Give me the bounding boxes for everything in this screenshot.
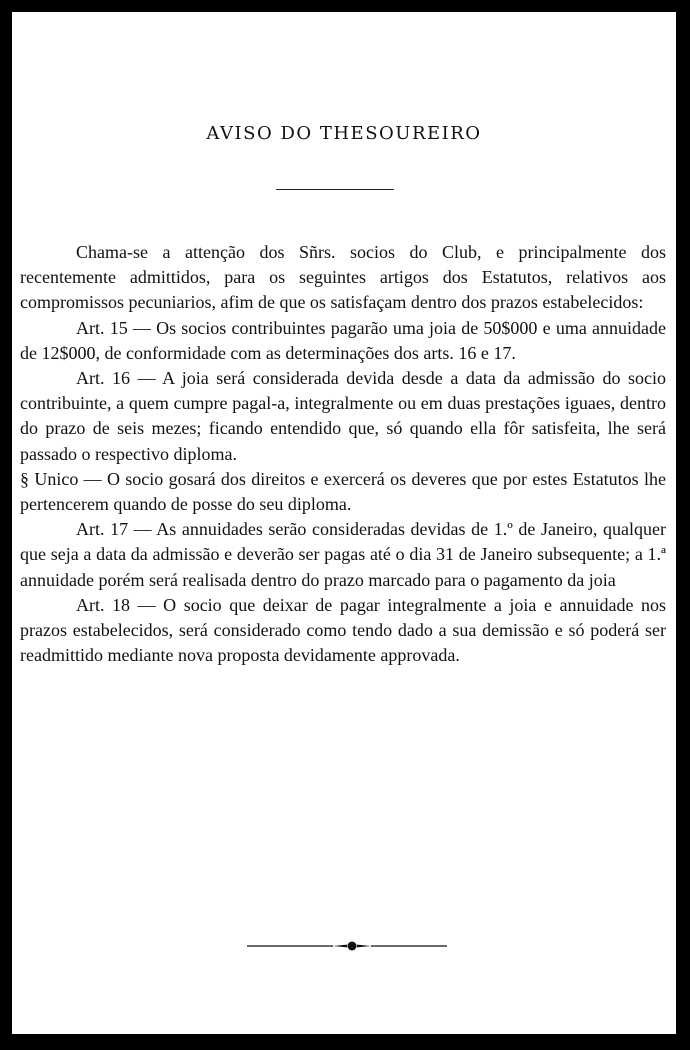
page-title: AVISO DO THESOUREIRO xyxy=(206,123,482,144)
document-body xyxy=(20,240,666,668)
paragrafo-unico: § Unico — O socio gosará dos direitos e exercerá os deveres que por estes Estatutos lhe pertencerem quando de posse do seu diploma. xyxy=(20,468,666,515)
article-17-paragraph: Art. 17 — As annuidades serão consideradas devidas de 1.º de Janeiro, qualquer que seja a data da admissão e deverão ser pagas até o dia 31 de Janeiro subsequente; a 1.ª annuidade porém será realisada dentro do prazo marcado para o pagamento da joia xyxy=(20,519,666,590)
intro-paragraph: Chama-se a attenção dos Sñrs. socios do Club, e principalmente dos recentemente admittidos, para os seguintes artigos dos Estatutos, relativos aos compromissos pecuniarios, afim de que os satisfaçam dentro dos prazos estabelecidos: xyxy=(20,242,666,313)
closing-ornament xyxy=(247,939,447,953)
title-divider xyxy=(276,189,394,190)
article-15-paragraph: Art. 15 — Os socios contribuintes pagarão uma joia de 50$000 e uma annuidade de 12$000, de conformidade com as determinações dos arts. 16 e 17. xyxy=(20,317,666,363)
document-page xyxy=(12,12,676,1034)
article-16-paragraph: Art. 16 — A joia será considerada devida desde a data da admissão do socio contribuinte, a quem cumpre pagal-a, integralmente ou em duas prestações iguaes, dentro do prazo de seis mezes; ficando entendido que, só quando ella fôr satisfeita, lhe será passado o respectivo diploma. xyxy=(20,368,666,464)
article-18-paragraph: Art. 18 — O socio que deixar de pagar integralmente a joia e annuidade nos prazos estabelecidos, será considerado como tendo dado a sua demissão e só poderá ser readmittido mediante nova proposta devidamente approvada. xyxy=(20,594,666,666)
